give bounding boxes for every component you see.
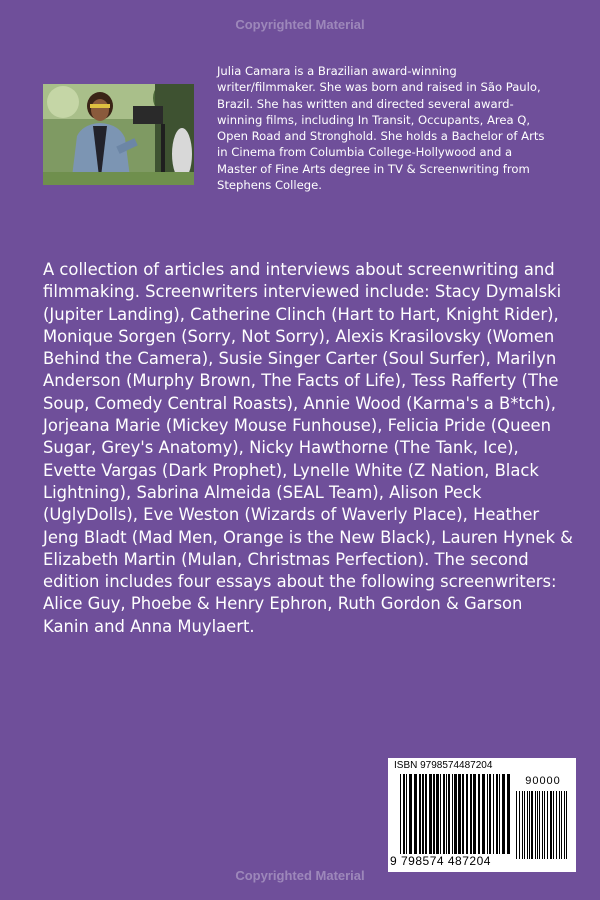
barcode-addon-digits: 90000	[525, 775, 561, 787]
barcode-bar	[527, 791, 528, 859]
barcode-bar	[466, 774, 468, 854]
barcode-bar	[542, 791, 543, 859]
barcode-bar	[409, 774, 412, 854]
barcode-bar	[561, 791, 562, 859]
barcode-bar	[436, 774, 439, 854]
barcode-bar	[550, 791, 552, 859]
barcode-bar	[556, 791, 557, 859]
barcode-bar	[489, 774, 491, 854]
barcode-bar	[478, 774, 480, 854]
barcode-bar	[462, 774, 464, 854]
barcode-bar	[487, 774, 488, 854]
barcode-bar	[566, 791, 567, 859]
barcode-bar	[429, 774, 432, 854]
barcode-bar	[547, 791, 548, 859]
barcode-bar	[519, 791, 520, 859]
barcode-bar	[496, 774, 498, 854]
barcode-bar	[443, 774, 445, 854]
barcode-bar	[400, 774, 401, 854]
barcode-bar	[448, 774, 450, 854]
barcode-bar	[482, 774, 485, 854]
barcode-bar	[544, 791, 545, 859]
barcode-bar	[553, 791, 554, 859]
barcode-bar	[564, 791, 565, 859]
barcode-bar	[502, 774, 505, 854]
barcode-bar	[493, 774, 494, 854]
barcode-bar	[425, 774, 427, 854]
barcode-bar	[470, 774, 472, 854]
barcode-bar	[559, 791, 560, 859]
barcode-bar	[458, 774, 461, 854]
copyright-watermark-top: Copyrighted Material	[235, 17, 365, 32]
author-bio: Julia Camara is a Brazilian award-winning writer/filmmaker. She was born and raised in São Paulo, Brazil. She has written and directed several award-winning films, including In Transit, Occupants, Area Q, Open Road and Stronghold. She holds a Bachelor of Arts in Cinema from Columbia College-Hollywood and a Master of Fine Arts degree in TV & Screenwriting from Stephens College.	[217, 64, 545, 193]
barcode-bar	[454, 774, 457, 854]
barcode-bar	[422, 774, 424, 854]
barcode-bar	[522, 791, 523, 859]
barcode-bar	[419, 774, 421, 854]
barcode-bar	[499, 774, 500, 854]
barcode-bar	[535, 791, 536, 859]
barcode-bar	[524, 791, 525, 859]
barcode-bar	[452, 774, 453, 854]
barcode-bar	[433, 774, 435, 854]
barcode-bar	[473, 774, 476, 854]
barcode-main-bars	[400, 774, 510, 856]
barcode-bar	[406, 774, 407, 854]
isbn-label: ISBN 9798574487204	[394, 760, 493, 771]
book-description: A collection of articles and interviews about screenwriting and filmmaking. Screenwriters interviewed include: Stacy Dymalski (Jupiter Landing), Catherine Clinch (Hart to Hart, Knight Rider), Monique Sorgen (Sorry, Not Sorry), Alexis Krasilovsky (Women Behind the Camera), Susie Singer Carter (Soul Surfer), Marilyn Anderson (Murphy Brown, The Facts of Life), Tess Rafferty (The Soup, Comedy Central Roasts), Annie Wood (Karma's a B*tch), Jorjeana Marie (Mickey Mouse Funhouse), Felicia Pride (Queen Sugar, Grey's Anatomy), Nicky Hawthorne (The Tank, Ice), Evette Vargas (Dark Prophet), Lynelle White (Z Nation, Black Lightning), Sabrina Almeida (SEAL Team), Alison Peck (UglyDolls), Eve Weston (Wizards of Waverly Place), Heather Jeng Bladt (Mad Men, Orange is the New Black), Lauren Hynek & Elizabeth Martin (Mulan, Christmas Perfection). The second edition includes four essays about the following screenwriters: Alice Guy, Phoebe & Henry Ephron, Ruth Gordon & Garson Kanin and Anna Muylaert.	[43, 260, 573, 636]
barcode-bar	[537, 791, 538, 859]
barcode-bar	[539, 791, 540, 859]
author-photo-icon	[43, 84, 194, 185]
isbn-barcode	[388, 758, 576, 872]
barcode-digits: 9 798574 487204	[390, 854, 491, 868]
barcode-bar	[507, 774, 510, 854]
copyright-watermark-bottom: Copyrighted Material	[235, 868, 365, 883]
barcode-bar	[529, 791, 530, 859]
barcode-bar	[531, 791, 533, 859]
barcode-bar	[446, 774, 447, 854]
barcode-bar	[414, 774, 417, 854]
barcode-bar	[516, 791, 517, 859]
author-photo	[43, 84, 194, 185]
barcode-addon-bars	[516, 791, 570, 861]
barcode-bar	[440, 774, 441, 854]
barcode-bar	[403, 774, 405, 854]
